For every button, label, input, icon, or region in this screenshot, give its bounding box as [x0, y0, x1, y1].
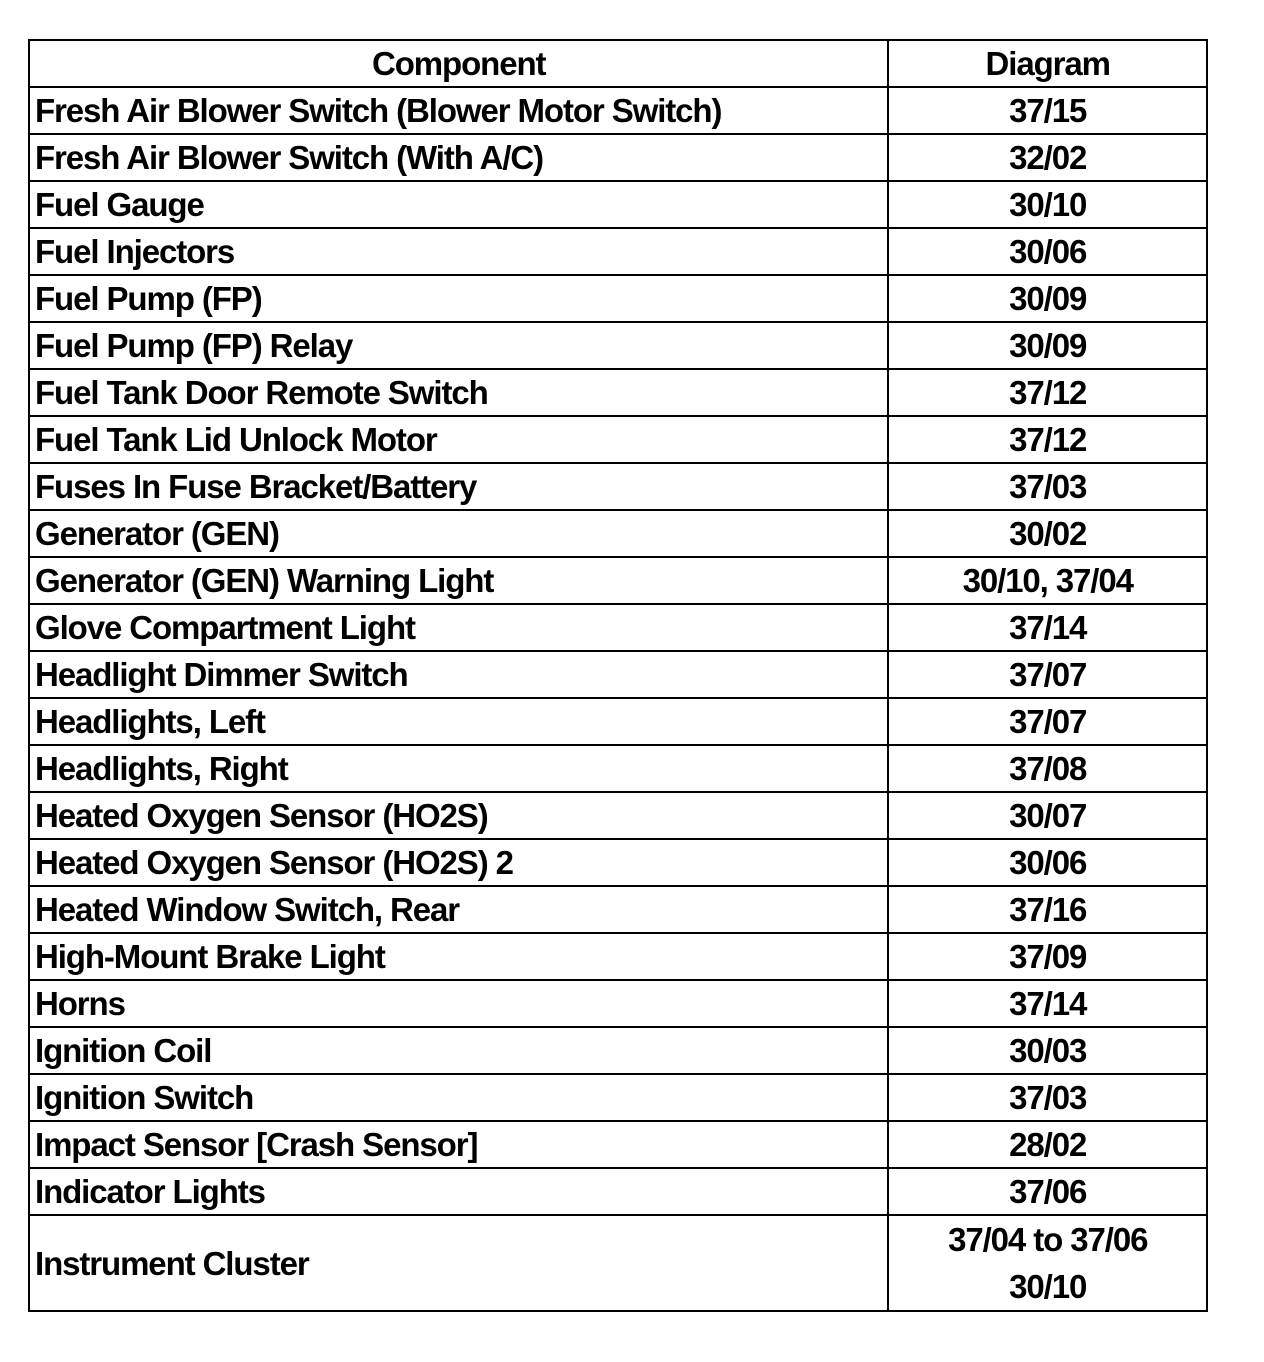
diagram-cell — [888, 369, 1207, 416]
diagram-reference: 37/04 to 37/06 — [948, 1221, 1148, 1258]
diagram-reference: 37/03 — [1009, 468, 1087, 505]
component-cell: Fuel Tank Door Remote Switch — [29, 369, 888, 416]
component-cell: Headlight Dimmer Switch — [29, 651, 888, 698]
component-cell: Ignition Coil — [29, 1027, 888, 1074]
diagram-cell — [888, 228, 1207, 275]
diagram-cell — [888, 463, 1207, 510]
table-row — [29, 1121, 1207, 1168]
diagram-cell — [888, 87, 1207, 134]
component-cell: Instrument Cluster — [29, 1215, 888, 1311]
component-cell: Generator (GEN) Warning Light — [29, 557, 888, 604]
component-cell: Generator (GEN) — [29, 510, 888, 557]
diagram-reference: 32/02 — [1009, 139, 1087, 176]
table-row — [29, 134, 1207, 181]
header-row — [29, 40, 1207, 87]
component-cell: Fuses In Fuse Bracket/Battery — [29, 463, 888, 510]
diagram-cell — [888, 557, 1207, 604]
table-row — [29, 839, 1207, 886]
component-cell: Fuel Tank Lid Unlock Motor — [29, 416, 888, 463]
component-cell: Headlights, Left — [29, 698, 888, 745]
diagram-reference: 37/03 — [1009, 1079, 1087, 1116]
component-cell: Fuel Pump (FP) — [29, 275, 888, 322]
diagram-reference: 30/09 — [1009, 327, 1087, 364]
component-cell: Horns — [29, 980, 888, 1027]
diagram-reference: 30/06 — [1009, 844, 1087, 881]
table-row — [29, 87, 1207, 134]
diagram-reference: 37/14 — [1009, 609, 1087, 646]
table-row — [29, 1168, 1207, 1215]
component-cell: Ignition Switch — [29, 1074, 888, 1121]
component-cell: Fuel Pump (FP) Relay — [29, 322, 888, 369]
table-row — [29, 369, 1207, 416]
diagram-reference: 30/09 — [1009, 280, 1087, 317]
table-row — [29, 275, 1207, 322]
diagram-cell — [888, 886, 1207, 933]
table-row — [29, 1074, 1207, 1121]
component-cell: Glove Compartment Light — [29, 604, 888, 651]
diagram-cell — [888, 604, 1207, 651]
diagram-reference: 37/06 — [1009, 1173, 1087, 1210]
diagram-reference: 30/03 — [1009, 1032, 1087, 1069]
table-row — [29, 886, 1207, 933]
diagram-cell — [888, 839, 1207, 886]
table-row — [29, 792, 1207, 839]
table-row — [29, 1215, 1207, 1311]
diagram-cell — [888, 275, 1207, 322]
diagram-cell — [888, 1027, 1207, 1074]
component-cell: Indicator Lights — [29, 1168, 888, 1215]
table-row — [29, 181, 1207, 228]
diagram-cell — [888, 510, 1207, 557]
diagram-cell — [888, 181, 1207, 228]
diagram-reference: 37/08 — [1009, 750, 1087, 787]
diagram-reference: 37/16 — [1009, 891, 1087, 928]
diagram-cell — [888, 745, 1207, 792]
diagram-reference: 30/10 — [1009, 1268, 1087, 1305]
component-column-header: Component — [29, 40, 888, 87]
table-row — [29, 1027, 1207, 1074]
component-diagram-table — [28, 39, 1208, 1312]
diagram-cell — [888, 1168, 1207, 1215]
diagram-reference: 37/07 — [1009, 656, 1087, 693]
diagram-reference: 37/14 — [1009, 985, 1087, 1022]
diagram-reference: 30/07 — [1009, 797, 1087, 834]
diagram-cell — [888, 933, 1207, 980]
table-row — [29, 463, 1207, 510]
table-row — [29, 980, 1207, 1027]
diagram-reference: 30/10 — [1009, 186, 1087, 223]
diagram-cell — [888, 980, 1207, 1027]
component-cell: Fresh Air Blower Switch (With A/C) — [29, 134, 888, 181]
component-cell: Impact Sensor [Crash Sensor] — [29, 1121, 888, 1168]
diagram-cell — [888, 651, 1207, 698]
component-cell: High-Mount Brake Light — [29, 933, 888, 980]
diagram-cell — [888, 322, 1207, 369]
diagram-reference: 37/12 — [1009, 374, 1087, 411]
diagram-reference: 28/02 — [1009, 1126, 1087, 1163]
component-cell: Heated Oxygen Sensor (HO2S) 2 — [29, 839, 888, 886]
table-row — [29, 510, 1207, 557]
diagram-cell — [888, 1121, 1207, 1168]
diagram-reference: 30/06 — [1009, 233, 1087, 270]
component-cell: Fresh Air Blower Switch (Blower Motor Switch) — [29, 87, 888, 134]
table-row — [29, 745, 1207, 792]
diagram-reference: 30/10, 37/04 — [962, 562, 1133, 599]
diagram-cell — [888, 134, 1207, 181]
diagram-cell — [888, 698, 1207, 745]
diagram-reference: 30/02 — [1009, 515, 1087, 552]
table-row — [29, 604, 1207, 651]
component-cell: Heated Window Switch, Rear — [29, 886, 888, 933]
component-cell: Fuel Injectors — [29, 228, 888, 275]
table-row — [29, 933, 1207, 980]
table-row — [29, 228, 1207, 275]
diagram-reference: 37/07 — [1009, 703, 1087, 740]
table-row — [29, 416, 1207, 463]
table-body — [29, 87, 1207, 1311]
component-cell: Headlights, Right — [29, 745, 888, 792]
component-cell: Heated Oxygen Sensor (HO2S) — [29, 792, 888, 839]
diagram-reference: 37/09 — [1009, 938, 1087, 975]
diagram-cell — [888, 416, 1207, 463]
component-cell: Fuel Gauge — [29, 181, 888, 228]
diagram-reference: 37/12 — [1009, 421, 1087, 458]
table-row — [29, 651, 1207, 698]
table-row — [29, 698, 1207, 745]
diagram-reference: 37/15 — [1009, 92, 1087, 129]
diagram-cell — [888, 1074, 1207, 1121]
table-row — [29, 322, 1207, 369]
diagram-column-header: Diagram — [888, 40, 1207, 87]
diagram-cell — [888, 1215, 1207, 1311]
diagram-cell — [888, 792, 1207, 839]
table-row — [29, 557, 1207, 604]
